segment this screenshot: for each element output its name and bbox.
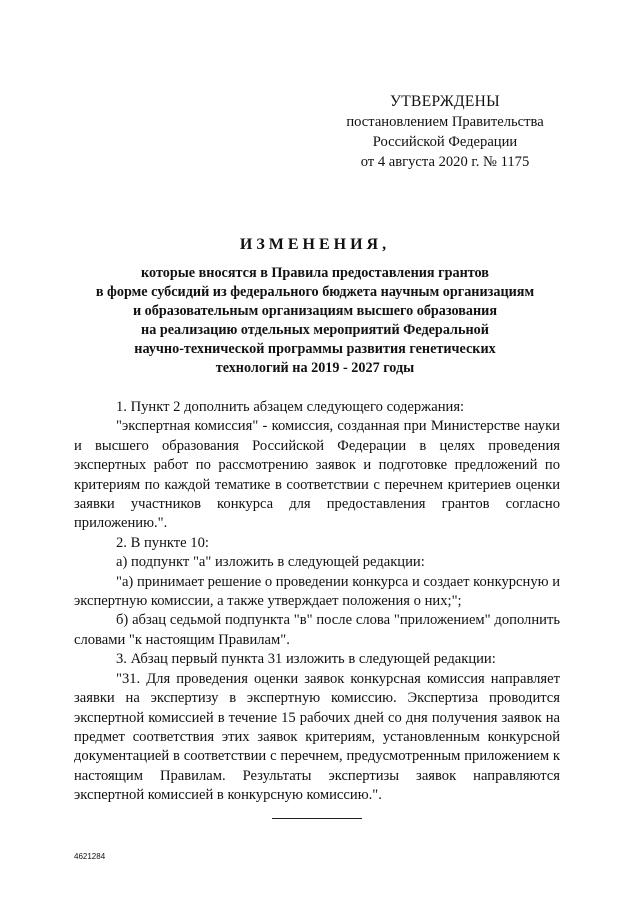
paragraph-item-3: 3. Абзац первый пункта 31 изложить в следующей редакции: xyxy=(116,651,496,668)
approval-block xyxy=(330,92,560,172)
subtitle-line: на реализацию отдельных мероприятий Федеральной xyxy=(141,322,489,338)
paragraph-definition: "экспертная комиссия" - комиссия, созданная при Министерстве науки и высшего образования Российской Федерации в целях проведения экспертных работ по рассмотрению заявок и подготовке предложений по критериям по каждой тематике в соответствии с перечнем критериев оценки заявки участников конкурса для предоставления грантов согласно приложению.". xyxy=(74,418,560,532)
subtitle-line: научно-технической программы развития генетических xyxy=(134,341,496,357)
approval-line-1: постановлением Правительства xyxy=(346,114,544,130)
approval-heading: УТВЕРЖДЕНЫ xyxy=(390,93,500,110)
paragraph-item-1: 1. Пункт 2 дополнить абзацем следующего содержания: xyxy=(116,399,465,415)
document-body xyxy=(74,398,560,806)
approval-line-3: от 4 августа 2020 г. № 1175 xyxy=(360,154,530,170)
approval-line-2: Российской Федерации xyxy=(372,134,518,150)
end-divider xyxy=(272,818,362,819)
subtitle-line: и образовательным организациям высшего образования xyxy=(132,303,498,319)
paragraph-subitem-a: а) подпункт "а" изложить в следующей редакции: xyxy=(116,554,425,571)
subtitle-line: в форме субсидий из федерального бюджета научным организациям xyxy=(95,284,535,300)
document-number: 4621284 xyxy=(74,852,106,861)
paragraph-subitem-a-text: "а) принимает решение о проведении конкурса и создает конкурсную и экспертную комиссии, а также утверждает положения о них;"; xyxy=(74,573,560,610)
paragraph-item-2: 2. В пункте 10: xyxy=(116,534,209,551)
paragraph-subitem-b: б) абзац седьмой подпункта "в" после слова "приложением" дополнить словами "к настоящим Правилам". xyxy=(74,612,560,648)
subtitle-line: которые вносятся в Правила предоставления грантов xyxy=(141,265,489,281)
paragraph-item-31-text: "31. Для проведения оценки заявок конкурсная комиссия направляет заявки на экспертизу в экспертную комиссию. Экспертиза проводится экспертной комиссией в течение 15 рабочих дней со дня получения заявок на предмет соответствия этих заявок критериям, установленным конкурсной документацией в соответствии с перечнем, предусмотренным приложением к настоящим Правилам. Результаты экспертизы заявок направляются экспертной комиссией в конкурсную комиссию.". xyxy=(74,670,560,804)
subtitle-line: технологий на 2019 - 2027 годы xyxy=(215,360,415,376)
document-title: ИЗМЕНЕНИЯ, xyxy=(239,236,391,253)
document-subtitle xyxy=(60,264,570,378)
